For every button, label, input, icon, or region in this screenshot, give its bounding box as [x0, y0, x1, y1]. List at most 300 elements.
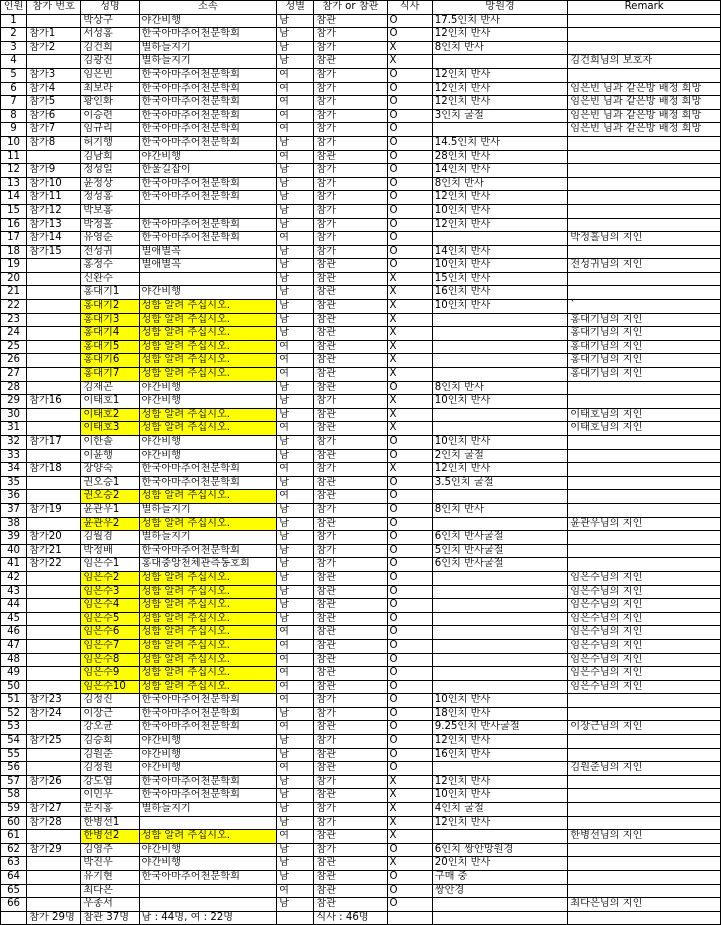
- participant-code-cell[interactable]: 참가3: [27, 68, 81, 82]
- name-cell[interactable]: 이태호1: [81, 395, 139, 409]
- name-cell[interactable]: 임규리: [81, 123, 139, 137]
- telescope-cell[interactable]: 17.5인치 반사: [432, 14, 568, 28]
- name-cell[interactable]: 임은수9: [81, 667, 139, 681]
- affiliation-cell[interactable]: 성함 알려 주십시오.: [139, 368, 277, 382]
- gender-cell[interactable]: 남: [277, 871, 314, 885]
- name-cell[interactable]: 박정배: [81, 544, 139, 558]
- attendance-type-cell[interactable]: 참가: [314, 707, 387, 721]
- row-number-cell[interactable]: 12: [1, 164, 27, 178]
- row-number-cell[interactable]: 63: [1, 857, 27, 871]
- meal-cell[interactable]: O: [387, 259, 432, 273]
- summary-empty-cell[interactable]: [568, 911, 721, 925]
- meal-cell[interactable]: O: [387, 667, 432, 681]
- participant-code-cell[interactable]: 참가2: [27, 41, 81, 55]
- telescope-cell[interactable]: [432, 898, 568, 912]
- affiliation-cell[interactable]: 성함 알려 주십시오.: [139, 653, 277, 667]
- participant-code-cell[interactable]: [27, 612, 81, 626]
- affiliation-cell[interactable]: 한국아마추어천문학회: [139, 789, 277, 803]
- telescope-cell[interactable]: 28인치 반사: [432, 150, 568, 164]
- remark-cell[interactable]: 홍대기님의 지인: [568, 340, 721, 354]
- telescope-cell[interactable]: [432, 585, 568, 599]
- affiliation-cell[interactable]: 성함 알려 주십시오.: [139, 680, 277, 694]
- name-cell[interactable]: 이한솔: [81, 436, 139, 450]
- attendance-type-cell[interactable]: 참관: [314, 680, 387, 694]
- participant-code-cell[interactable]: 참가14: [27, 232, 81, 246]
- participant-code-cell[interactable]: [27, 585, 81, 599]
- summary-meals[interactable]: 식사 : 46명: [314, 911, 387, 925]
- telescope-cell[interactable]: 쌍안경: [432, 884, 568, 898]
- gender-cell[interactable]: 여: [277, 340, 314, 354]
- telescope-cell[interactable]: 10인치 반사: [432, 300, 568, 314]
- name-cell[interactable]: 홍대기7: [81, 368, 139, 382]
- name-cell[interactable]: 임은수8: [81, 653, 139, 667]
- gender-cell[interactable]: 여: [277, 109, 314, 123]
- gender-cell[interactable]: 여: [277, 667, 314, 681]
- affiliation-cell[interactable]: 야간비행: [139, 449, 277, 463]
- name-cell[interactable]: 이윤행: [81, 449, 139, 463]
- name-cell[interactable]: 임은수5: [81, 612, 139, 626]
- affiliation-cell[interactable]: 한국아마추어천문학회: [139, 136, 277, 150]
- gender-cell[interactable]: 여: [277, 830, 314, 844]
- attendance-type-cell[interactable]: 참가: [314, 123, 387, 137]
- remark-cell[interactable]: 임은빈 님과 같은방 배정 희망: [568, 96, 721, 110]
- row-number-cell[interactable]: 10: [1, 136, 27, 150]
- telescope-cell[interactable]: 8인치 반사: [432, 177, 568, 191]
- row-number-cell[interactable]: 55: [1, 748, 27, 762]
- participant-code-cell[interactable]: [27, 748, 81, 762]
- attendance-type-cell[interactable]: 참관: [314, 585, 387, 599]
- remark-cell[interactable]: [568, 68, 721, 82]
- remark-cell[interactable]: [568, 449, 721, 463]
- participant-code-cell[interactable]: 참가20: [27, 531, 81, 545]
- attendance-type-cell[interactable]: 참관: [314, 408, 387, 422]
- affiliation-cell[interactable]: 한국아마추어천문학회: [139, 177, 277, 191]
- remark-cell[interactable]: [568, 150, 721, 164]
- name-cell[interactable]: 김재곤: [81, 381, 139, 395]
- gender-cell[interactable]: 여: [277, 680, 314, 694]
- participant-code-cell[interactable]: [27, 639, 81, 653]
- gender-cell[interactable]: 남: [277, 14, 314, 28]
- telescope-cell[interactable]: [432, 490, 568, 504]
- meal-cell[interactable]: X: [387, 272, 432, 286]
- meal-cell[interactable]: X: [387, 803, 432, 817]
- name-cell[interactable]: 이장근: [81, 707, 139, 721]
- remark-cell[interactable]: 임은빈 님과 같은방 배정 희망: [568, 123, 721, 137]
- row-number-cell[interactable]: 20: [1, 272, 27, 286]
- attendance-type-cell[interactable]: 참가: [314, 558, 387, 572]
- gender-cell[interactable]: 남: [277, 28, 314, 42]
- affiliation-cell[interactable]: 한국아마추어천문학회: [139, 191, 277, 205]
- meal-cell[interactable]: X: [387, 368, 432, 382]
- gender-cell[interactable]: 남: [277, 558, 314, 572]
- name-cell[interactable]: 홍대기3: [81, 313, 139, 327]
- row-number-cell[interactable]: 14: [1, 191, 27, 205]
- meal-cell[interactable]: O: [387, 694, 432, 708]
- meal-cell[interactable]: O: [387, 626, 432, 640]
- attendance-type-cell[interactable]: 참관: [314, 286, 387, 300]
- gender-cell[interactable]: 남: [277, 395, 314, 409]
- affiliation-cell[interactable]: 한국아마추어천문학회: [139, 123, 277, 137]
- attendance-type-cell[interactable]: 참가: [314, 136, 387, 150]
- participant-code-cell[interactable]: [27, 762, 81, 776]
- attendance-type-cell[interactable]: 참관: [314, 259, 387, 273]
- summary-empty-cell[interactable]: [387, 911, 432, 925]
- meal-cell[interactable]: O: [387, 96, 432, 110]
- participant-code-cell[interactable]: [27, 857, 81, 871]
- telescope-cell[interactable]: 14인치 반사: [432, 245, 568, 259]
- attendance-type-cell[interactable]: 참가: [314, 544, 387, 558]
- header-cell[interactable]: 참가 번호: [27, 1, 81, 15]
- affiliation-cell[interactable]: 한국아마추어천문학회: [139, 109, 277, 123]
- gender-cell[interactable]: 남: [277, 41, 314, 55]
- remark-cell[interactable]: 임은수님의 지인: [568, 680, 721, 694]
- remark-cell[interactable]: 임은빈 님과 같은방 배정 희망: [568, 82, 721, 96]
- row-number-cell[interactable]: 59: [1, 803, 27, 817]
- row-number-cell[interactable]: 29: [1, 395, 27, 409]
- telescope-cell[interactable]: [432, 232, 568, 246]
- affiliation-cell[interactable]: 별하늘지기: [139, 55, 277, 69]
- meal-cell[interactable]: O: [387, 558, 432, 572]
- meal-cell[interactable]: O: [387, 68, 432, 82]
- meal-cell[interactable]: O: [387, 204, 432, 218]
- remark-cell[interactable]: 임은수님의 지인: [568, 626, 721, 640]
- participant-code-cell[interactable]: 참가12: [27, 204, 81, 218]
- name-cell[interactable]: 박보홍: [81, 204, 139, 218]
- gender-cell[interactable]: 남: [277, 898, 314, 912]
- row-number-cell[interactable]: 22: [1, 300, 27, 314]
- name-cell[interactable]: 김정진: [81, 694, 139, 708]
- remark-cell[interactable]: [568, 816, 721, 830]
- name-cell[interactable]: 한병선1: [81, 816, 139, 830]
- name-cell[interactable]: 김승희: [81, 735, 139, 749]
- row-number-cell[interactable]: 49: [1, 667, 27, 681]
- attendance-type-cell[interactable]: 참가: [314, 503, 387, 517]
- meal-cell[interactable]: X: [387, 300, 432, 314]
- telescope-cell[interactable]: [432, 571, 568, 585]
- meal-cell[interactable]: O: [387, 531, 432, 545]
- name-cell[interactable]: 김건희: [81, 41, 139, 55]
- row-number-cell[interactable]: 46: [1, 626, 27, 640]
- affiliation-cell[interactable]: 별애별곡: [139, 259, 277, 273]
- name-cell[interactable]: 서성홍: [81, 28, 139, 42]
- name-cell[interactable]: 한병선2: [81, 830, 139, 844]
- gender-cell[interactable]: 남: [277, 775, 314, 789]
- remark-cell[interactable]: [568, 748, 721, 762]
- attendance-type-cell[interactable]: 참가: [314, 82, 387, 96]
- affiliation-cell[interactable]: 한국아마추어천문학회: [139, 218, 277, 232]
- telescope-cell[interactable]: 3.5인치 굴절: [432, 476, 568, 490]
- row-number-cell[interactable]: 50: [1, 680, 27, 694]
- remark-cell[interactable]: [568, 490, 721, 504]
- name-cell[interactable]: 임은수3: [81, 585, 139, 599]
- affiliation-cell[interactable]: 한국아마추어천문학회: [139, 232, 277, 246]
- participant-code-cell[interactable]: 참가19: [27, 503, 81, 517]
- name-cell[interactable]: 김원준: [81, 748, 139, 762]
- gender-cell[interactable]: 남: [277, 381, 314, 395]
- affiliation-cell[interactable]: 홍대중앙천체관측동호회: [139, 558, 277, 572]
- attendance-type-cell[interactable]: 참가: [314, 218, 387, 232]
- telescope-cell[interactable]: [432, 639, 568, 653]
- attendance-type-cell[interactable]: 참관: [314, 476, 387, 490]
- meal-cell[interactable]: X: [387, 463, 432, 477]
- meal-cell[interactable]: O: [387, 381, 432, 395]
- attendance-type-cell[interactable]: 참가: [314, 177, 387, 191]
- meal-cell[interactable]: X: [387, 354, 432, 368]
- name-cell[interactable]: 김남희: [81, 150, 139, 164]
- affiliation-cell[interactable]: 성함 알려 주십시오.: [139, 490, 277, 504]
- participant-code-cell[interactable]: [27, 830, 81, 844]
- row-number-cell[interactable]: 44: [1, 599, 27, 613]
- remark-cell[interactable]: [568, 191, 721, 205]
- remark-cell[interactable]: [568, 803, 721, 817]
- row-number-cell[interactable]: 18: [1, 245, 27, 259]
- row-number-cell[interactable]: 21: [1, 286, 27, 300]
- meal-cell[interactable]: O: [387, 14, 432, 28]
- row-number-cell[interactable]: 45: [1, 612, 27, 626]
- participant-code-cell[interactable]: 참가18: [27, 463, 81, 477]
- remark-cell[interactable]: 임은빈 님과 같은방 배정 희망: [568, 109, 721, 123]
- affiliation-cell[interactable]: 야간비행: [139, 436, 277, 450]
- telescope-cell[interactable]: [432, 667, 568, 681]
- affiliation-cell[interactable]: 성함 알려 주십시오.: [139, 667, 277, 681]
- telescope-cell[interactable]: 10인치 반사: [432, 395, 568, 409]
- telescope-cell[interactable]: 18인치 반사: [432, 707, 568, 721]
- gender-cell[interactable]: 남: [277, 245, 314, 259]
- telescope-cell[interactable]: 15인치 반사: [432, 272, 568, 286]
- participant-code-cell[interactable]: [27, 449, 81, 463]
- meal-cell[interactable]: X: [387, 41, 432, 55]
- telescope-cell[interactable]: 6인치 반사굴절: [432, 531, 568, 545]
- participant-code-cell[interactable]: [27, 789, 81, 803]
- name-cell[interactable]: 홍대기5: [81, 340, 139, 354]
- summary-observers[interactable]: 참관 37명: [81, 911, 139, 925]
- attendance-type-cell[interactable]: 참가: [314, 191, 387, 205]
- header-cell[interactable]: 소속: [139, 1, 277, 15]
- telescope-cell[interactable]: 12인치 반사: [432, 735, 568, 749]
- gender-cell[interactable]: 남: [277, 272, 314, 286]
- attendance-type-cell[interactable]: 참가: [314, 395, 387, 409]
- name-cell[interactable]: 임은수6: [81, 626, 139, 640]
- remark-cell[interactable]: [568, 463, 721, 477]
- remark-cell[interactable]: 이태호님의 지인: [568, 422, 721, 436]
- remark-cell[interactable]: [568, 775, 721, 789]
- telescope-cell[interactable]: 12인치 반사: [432, 463, 568, 477]
- row-number-cell[interactable]: 6: [1, 82, 27, 96]
- name-cell[interactable]: 김월겸: [81, 531, 139, 545]
- gender-cell[interactable]: 남: [277, 816, 314, 830]
- meal-cell[interactable]: O: [387, 599, 432, 613]
- participant-code-cell[interactable]: 참가23: [27, 694, 81, 708]
- telescope-cell[interactable]: [432, 680, 568, 694]
- affiliation-cell[interactable]: 한국아마추어천문학회: [139, 82, 277, 96]
- affiliation-cell[interactable]: 야간비행: [139, 395, 277, 409]
- telescope-cell[interactable]: 8인치 반사: [432, 503, 568, 517]
- name-cell[interactable]: 신완수: [81, 272, 139, 286]
- name-cell[interactable]: 홍대기4: [81, 327, 139, 341]
- participant-code-cell[interactable]: 참가8: [27, 136, 81, 150]
- telescope-cell[interactable]: 10인치 반사: [432, 436, 568, 450]
- participant-code-cell[interactable]: [27, 422, 81, 436]
- meal-cell[interactable]: O: [387, 680, 432, 694]
- participant-code-cell[interactable]: [27, 368, 81, 382]
- header-cell[interactable]: Remark: [568, 1, 721, 15]
- attendance-type-cell[interactable]: 참관: [314, 517, 387, 531]
- name-cell[interactable]: 정성홍: [81, 191, 139, 205]
- name-cell[interactable]: 홍정수: [81, 259, 139, 273]
- telescope-cell[interactable]: 12인치 반사: [432, 68, 568, 82]
- telescope-cell[interactable]: [432, 408, 568, 422]
- meal-cell[interactable]: X: [387, 340, 432, 354]
- row-number-cell[interactable]: 26: [1, 354, 27, 368]
- participant-code-cell[interactable]: [27, 381, 81, 395]
- attendance-type-cell[interactable]: 참관: [314, 327, 387, 341]
- row-number-cell[interactable]: 37: [1, 503, 27, 517]
- name-cell[interactable]: 문지홍: [81, 803, 139, 817]
- participant-code-cell[interactable]: [27, 272, 81, 286]
- gender-cell[interactable]: 여: [277, 422, 314, 436]
- header-cell[interactable]: 성명: [81, 1, 139, 15]
- remark-cell[interactable]: 홍대기님의 지인: [568, 368, 721, 382]
- remark-cell[interactable]: 최다은님의 지인: [568, 898, 721, 912]
- participant-code-cell[interactable]: 참가1: [27, 28, 81, 42]
- gender-cell[interactable]: 남: [277, 843, 314, 857]
- gender-cell[interactable]: 남: [277, 300, 314, 314]
- participant-code-cell[interactable]: [27, 490, 81, 504]
- row-number-cell[interactable]: 51: [1, 694, 27, 708]
- participant-code-cell[interactable]: [27, 871, 81, 885]
- remark-cell[interactable]: [568, 136, 721, 150]
- meal-cell[interactable]: O: [387, 490, 432, 504]
- header-cell[interactable]: 인원: [1, 1, 27, 15]
- gender-cell[interactable]: 남: [277, 191, 314, 205]
- meal-cell[interactable]: O: [387, 82, 432, 96]
- attendance-type-cell[interactable]: 참가: [314, 109, 387, 123]
- remark-cell[interactable]: [568, 28, 721, 42]
- row-number-cell[interactable]: 39: [1, 531, 27, 545]
- gender-cell[interactable]: 남: [277, 571, 314, 585]
- meal-cell[interactable]: O: [387, 707, 432, 721]
- row-number-cell[interactable]: 62: [1, 843, 27, 857]
- remark-cell[interactable]: 김원준님의 지인: [568, 762, 721, 776]
- meal-cell[interactable]: O: [387, 612, 432, 626]
- participant-code-cell[interactable]: 참가29: [27, 843, 81, 857]
- name-cell[interactable]: 김정원: [81, 762, 139, 776]
- participant-code-cell[interactable]: 참가5: [27, 96, 81, 110]
- meal-cell[interactable]: O: [387, 544, 432, 558]
- remark-cell[interactable]: 임은수님의 지인: [568, 667, 721, 681]
- meal-cell[interactable]: X: [387, 775, 432, 789]
- row-number-cell[interactable]: 60: [1, 816, 27, 830]
- participant-code-cell[interactable]: 참가7: [27, 123, 81, 137]
- participant-code-cell[interactable]: [27, 354, 81, 368]
- gender-cell[interactable]: 여: [277, 123, 314, 137]
- attendance-type-cell[interactable]: 참관: [314, 14, 387, 28]
- participant-code-cell[interactable]: 참가6: [27, 109, 81, 123]
- participant-code-cell[interactable]: [27, 517, 81, 531]
- remark-cell[interactable]: 홍대기님의 지인: [568, 313, 721, 327]
- attendance-type-cell[interactable]: 참관: [314, 368, 387, 382]
- attendance-type-cell[interactable]: 참관: [314, 300, 387, 314]
- meal-cell[interactable]: O: [387, 449, 432, 463]
- affiliation-cell[interactable]: 성함 알려 주십시오.: [139, 300, 277, 314]
- telescope-cell[interactable]: 10인치 반사: [432, 259, 568, 273]
- gender-cell[interactable]: 여: [277, 490, 314, 504]
- name-cell[interactable]: 장양숙: [81, 463, 139, 477]
- attendance-type-cell[interactable]: 참관: [314, 871, 387, 885]
- gender-cell[interactable]: 남: [277, 707, 314, 721]
- participant-code-cell[interactable]: [27, 150, 81, 164]
- name-cell[interactable]: 이승련: [81, 109, 139, 123]
- row-number-cell[interactable]: 5: [1, 68, 27, 82]
- affiliation-cell[interactable]: 야간비행: [139, 14, 277, 28]
- gender-cell[interactable]: 남: [277, 436, 314, 450]
- remark-cell[interactable]: [568, 286, 721, 300]
- name-cell[interactable]: 박상구: [81, 14, 139, 28]
- gender-cell[interactable]: 남: [277, 313, 314, 327]
- attendance-type-cell[interactable]: 참관: [314, 830, 387, 844]
- affiliation-cell[interactable]: [139, 884, 277, 898]
- remark-cell[interactable]: [568, 381, 721, 395]
- name-cell[interactable]: 최다은: [81, 884, 139, 898]
- meal-cell[interactable]: X: [387, 327, 432, 341]
- affiliation-cell[interactable]: 성함 알려 주십시오.: [139, 422, 277, 436]
- telescope-cell[interactable]: 구매 중: [432, 871, 568, 885]
- participant-code-cell[interactable]: [27, 898, 81, 912]
- gender-cell[interactable]: 남: [277, 55, 314, 69]
- meal-cell[interactable]: O: [387, 191, 432, 205]
- affiliation-cell[interactable]: 한국아마추어천문학회: [139, 775, 277, 789]
- attendance-type-cell[interactable]: 참관: [314, 313, 387, 327]
- affiliation-cell[interactable]: 성함 알려 주십시오.: [139, 571, 277, 585]
- gender-cell[interactable]: 남: [277, 544, 314, 558]
- header-cell[interactable]: 성별: [277, 1, 314, 15]
- attendance-type-cell[interactable]: 참가: [314, 775, 387, 789]
- affiliation-cell[interactable]: 별하늘지기: [139, 531, 277, 545]
- participant-code-cell[interactable]: [27, 476, 81, 490]
- affiliation-cell[interactable]: 한국아마추어천문학회: [139, 871, 277, 885]
- remark-cell[interactable]: 한병선님의 지인: [568, 830, 721, 844]
- remark-cell[interactable]: `: [568, 300, 721, 314]
- telescope-cell[interactable]: [432, 626, 568, 640]
- affiliation-cell[interactable]: 한국아마추어천문학회: [139, 463, 277, 477]
- meal-cell[interactable]: O: [387, 150, 432, 164]
- telescope-cell[interactable]: 16인치 반사: [432, 748, 568, 762]
- name-cell[interactable]: 권오승2: [81, 490, 139, 504]
- participant-code-cell[interactable]: [27, 599, 81, 613]
- name-cell[interactable]: 임은수2: [81, 571, 139, 585]
- affiliation-cell[interactable]: 성함 알려 주십시오.: [139, 354, 277, 368]
- attendance-type-cell[interactable]: 참관: [314, 884, 387, 898]
- participant-code-cell[interactable]: 참가4: [27, 82, 81, 96]
- telescope-cell[interactable]: 9.25인치 반사굴절: [432, 721, 568, 735]
- gender-cell[interactable]: 남: [277, 286, 314, 300]
- participant-code-cell[interactable]: [27, 571, 81, 585]
- telescope-cell[interactable]: 12인치 반사: [432, 82, 568, 96]
- name-cell[interactable]: 유영순: [81, 232, 139, 246]
- gender-cell[interactable]: 남: [277, 218, 314, 232]
- name-cell[interactable]: 홍대기1: [81, 286, 139, 300]
- remark-cell[interactable]: [568, 204, 721, 218]
- row-number-cell[interactable]: 30: [1, 408, 27, 422]
- row-number-cell[interactable]: 53: [1, 721, 27, 735]
- attendance-type-cell[interactable]: 참관: [314, 857, 387, 871]
- attendance-type-cell[interactable]: 참관: [314, 571, 387, 585]
- participant-code-cell[interactable]: 참가15: [27, 245, 81, 259]
- gender-cell[interactable]: 남: [277, 327, 314, 341]
- gender-cell[interactable]: 여: [277, 368, 314, 382]
- name-cell[interactable]: 이태호2: [81, 408, 139, 422]
- gender-cell[interactable]: 남: [277, 803, 314, 817]
